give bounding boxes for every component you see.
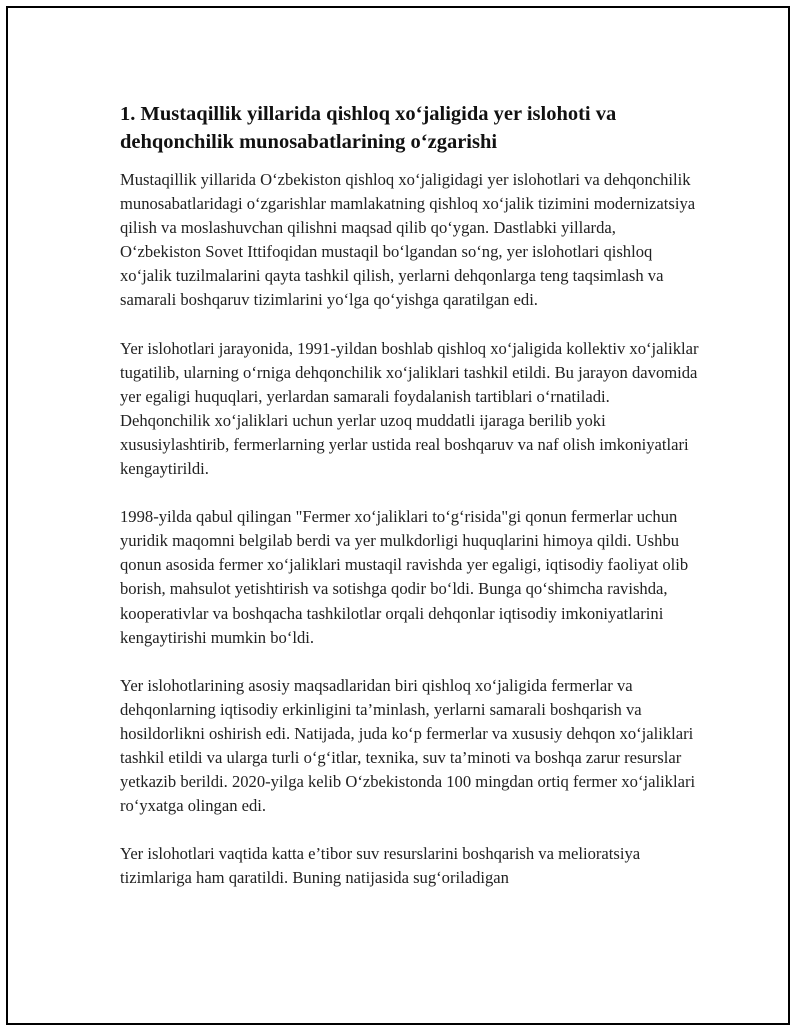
page-frame: [6, 6, 790, 1025]
paragraph-2: Yer islohotlari jarayonida, 1991-yildan boshlab qishloq xo‘jaligida kollektiv xo‘jaliklar tugatilib, ularning o‘rniga dehqonchilik xo‘jaliklari tashkil etildi. Bu jarayon davomida yer egaligi huquqlari, yerlardan samarali foydalanish tartiblari o‘rnatiladi. Dehqonchilik xo‘jaliklari uchun yerlar uzoq muddatli ijaraga berilib yoki xususiylashtirib, fermerlarning yerlar ustida real boshqaruv va naf olish imkoniyatlari kengaytirildi.: [120, 338, 699, 479]
paragraph-3: 1998-yilda qabul qilingan "Fermer xo‘jaliklari to‘g‘risida"gi qonun fermerlar uchun yuridik maqomni belgilab berdi va yer mulkdorligi huquqlarini himoya qildi. Ushbu qonun asosida fermer xo‘jaliklari mustaqil ravishda yer egaligi, iqtisodiy faoliyat olib borish, mahsulot yetishtirish va sotishga qodir bo‘ldi. Bunga qo‘shimcha ravishda, kooperativlar va boshqacha tashkilotlar orqali dehqonlar iqtisodiy imkoniyatlarini kengaytirishi mumkin bo‘ldi.: [120, 507, 689, 647]
section-heading: 1. Mustaqillik yillarida qishloq xo‘jaligida yer islohoti va dehqonchilik munosabatlarining o‘zgarishi: [120, 103, 617, 153]
paragraph-1: Mustaqillik yillarida O‘zbekiston qishloq xo‘jaligidagi yer islohotlari va dehqonchilik munosabatlaridagi o‘zgarishlar mamlakatning qishloq xo‘jalik tizimini modernizatsiya qilish va moslashuvchan qilishni maqsad qilib qo‘ygan. Dastlabki yillarda, O‘zbekiston Sovet Ittifoqidan mustaqil bo‘lgandan so‘ng, yer islohotlari qishloq xo‘jalik tuzilmalarini qayta tashkil qilish, yerlarni dehqonlarga teng taqsimlash va samarali boshqaruv tizimlarini yo‘lga qo‘yishga qaratilgan edi.: [120, 170, 696, 310]
document-body: [120, 100, 700, 914]
paragraph-4: Yer islohotlarining asosiy maqsadlaridan biri qishloq xo‘jaligida fermerlar va dehqonlarning iqtisodiy erkinligini ta’minlash, yerlarni samarali boshqarish va hosildorlikni oshirish edi. Natijada, juda ko‘p fermerlar va xususiy dehqon xo‘jaliklari tashkil etildi va ularga turli o‘g‘itlar, texnika, suv ta’minoti va boshqa zarur resurslar yetkazib berildi. 2020-yilga kelib O‘zbekistonda 100 mingdan ortiq fermer xo‘jaliklari ro‘yxatga olingan edi.: [120, 675, 696, 816]
paragraph-5: Yer islohotlari vaqtida katta e’tibor suv resurslarini boshqarish va melioratsiya tizimlariga ham qaratildi. Buning natijasida sug‘oriladigan: [120, 844, 641, 888]
